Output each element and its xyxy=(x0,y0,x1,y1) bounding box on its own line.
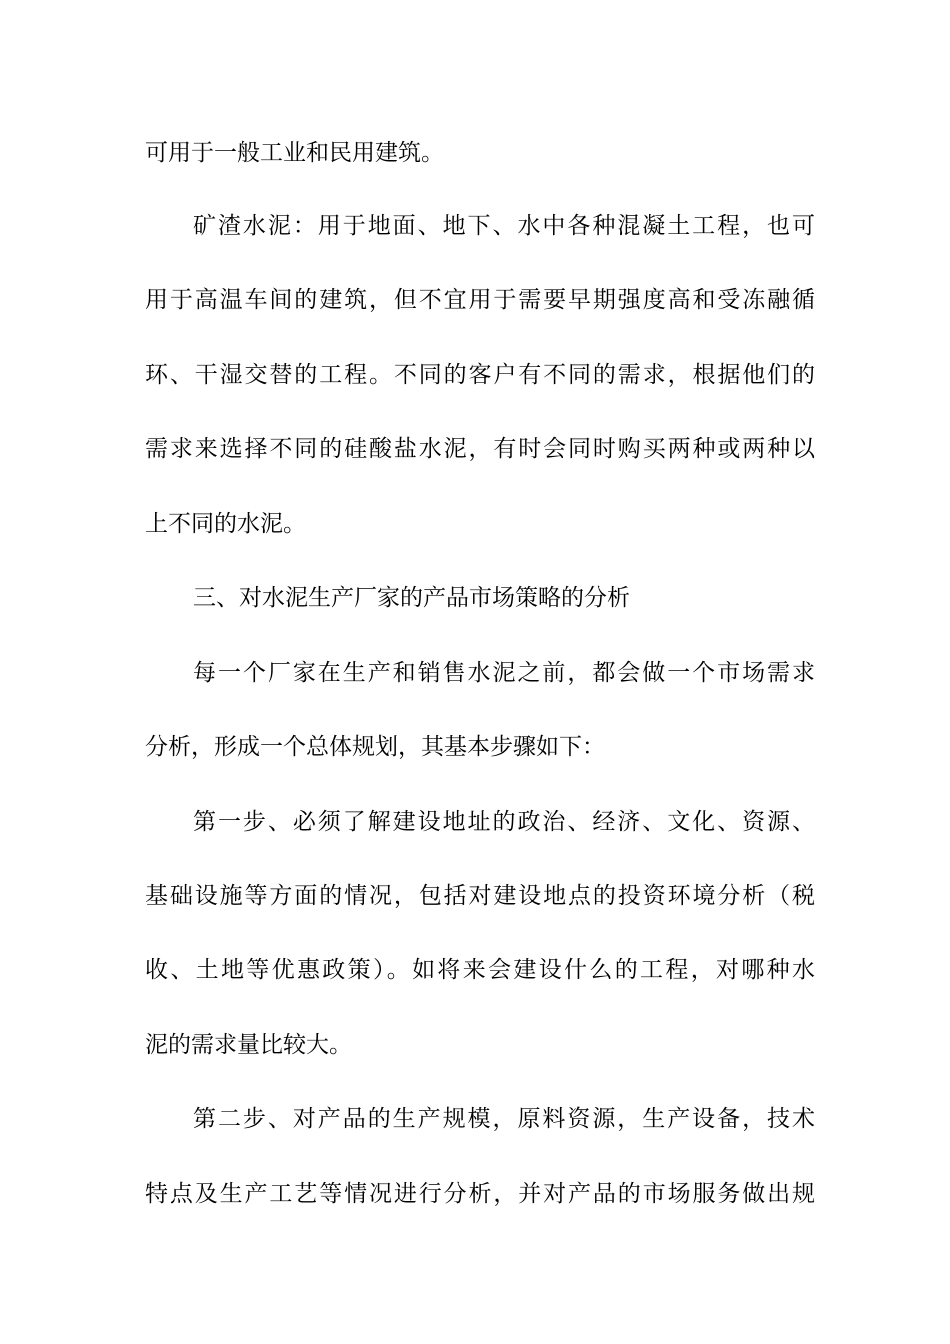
text-line: 可用于一般工业和民用建筑。 xyxy=(145,140,444,166)
text-line: 矿渣水泥：用于地面、地下、水中各种混凝土工程，也可 xyxy=(193,213,815,239)
text-line: 用于高温车间的建筑，但不宜用于需要早期强度高和受冻融循 xyxy=(145,287,815,313)
text-line: 第二步、对产品的生产规模，原料资源，生产设备，技术 xyxy=(193,1106,815,1132)
text-line: 上不同的水泥。 xyxy=(145,511,306,537)
text-line: 第一步、必须了解建设地址的政治、经济、文化、资源、 xyxy=(193,809,815,835)
text-line: 收、土地等优惠政策）。如将来会建设什么的工程，对哪种水 xyxy=(145,957,815,983)
text-line: 基础设施等方面的情况，包括对建设地点的投资环境分析（税 xyxy=(145,883,815,909)
text-line: 分析，形成一个总体规划，其基本步骤如下： xyxy=(145,734,605,760)
section-heading: 三、对水泥生产厂家的产品市场策略的分析 xyxy=(193,585,630,611)
text-line: 特点及生产工艺等情况进行分析，并对产品的市场服务做出规 xyxy=(145,1181,815,1207)
text-line: 环、干湿交替的工程。不同的客户有不同的需求，根据他们的 xyxy=(145,362,815,388)
text-line: 需求来选择不同的硅酸盐水泥，有时会同时购买两种或两种以 xyxy=(145,436,815,462)
text-line: 泥的需求量比较大。 xyxy=(145,1032,352,1058)
text-line: 每一个厂家在生产和销售水泥之前，都会做一个市场需求 xyxy=(193,660,815,686)
